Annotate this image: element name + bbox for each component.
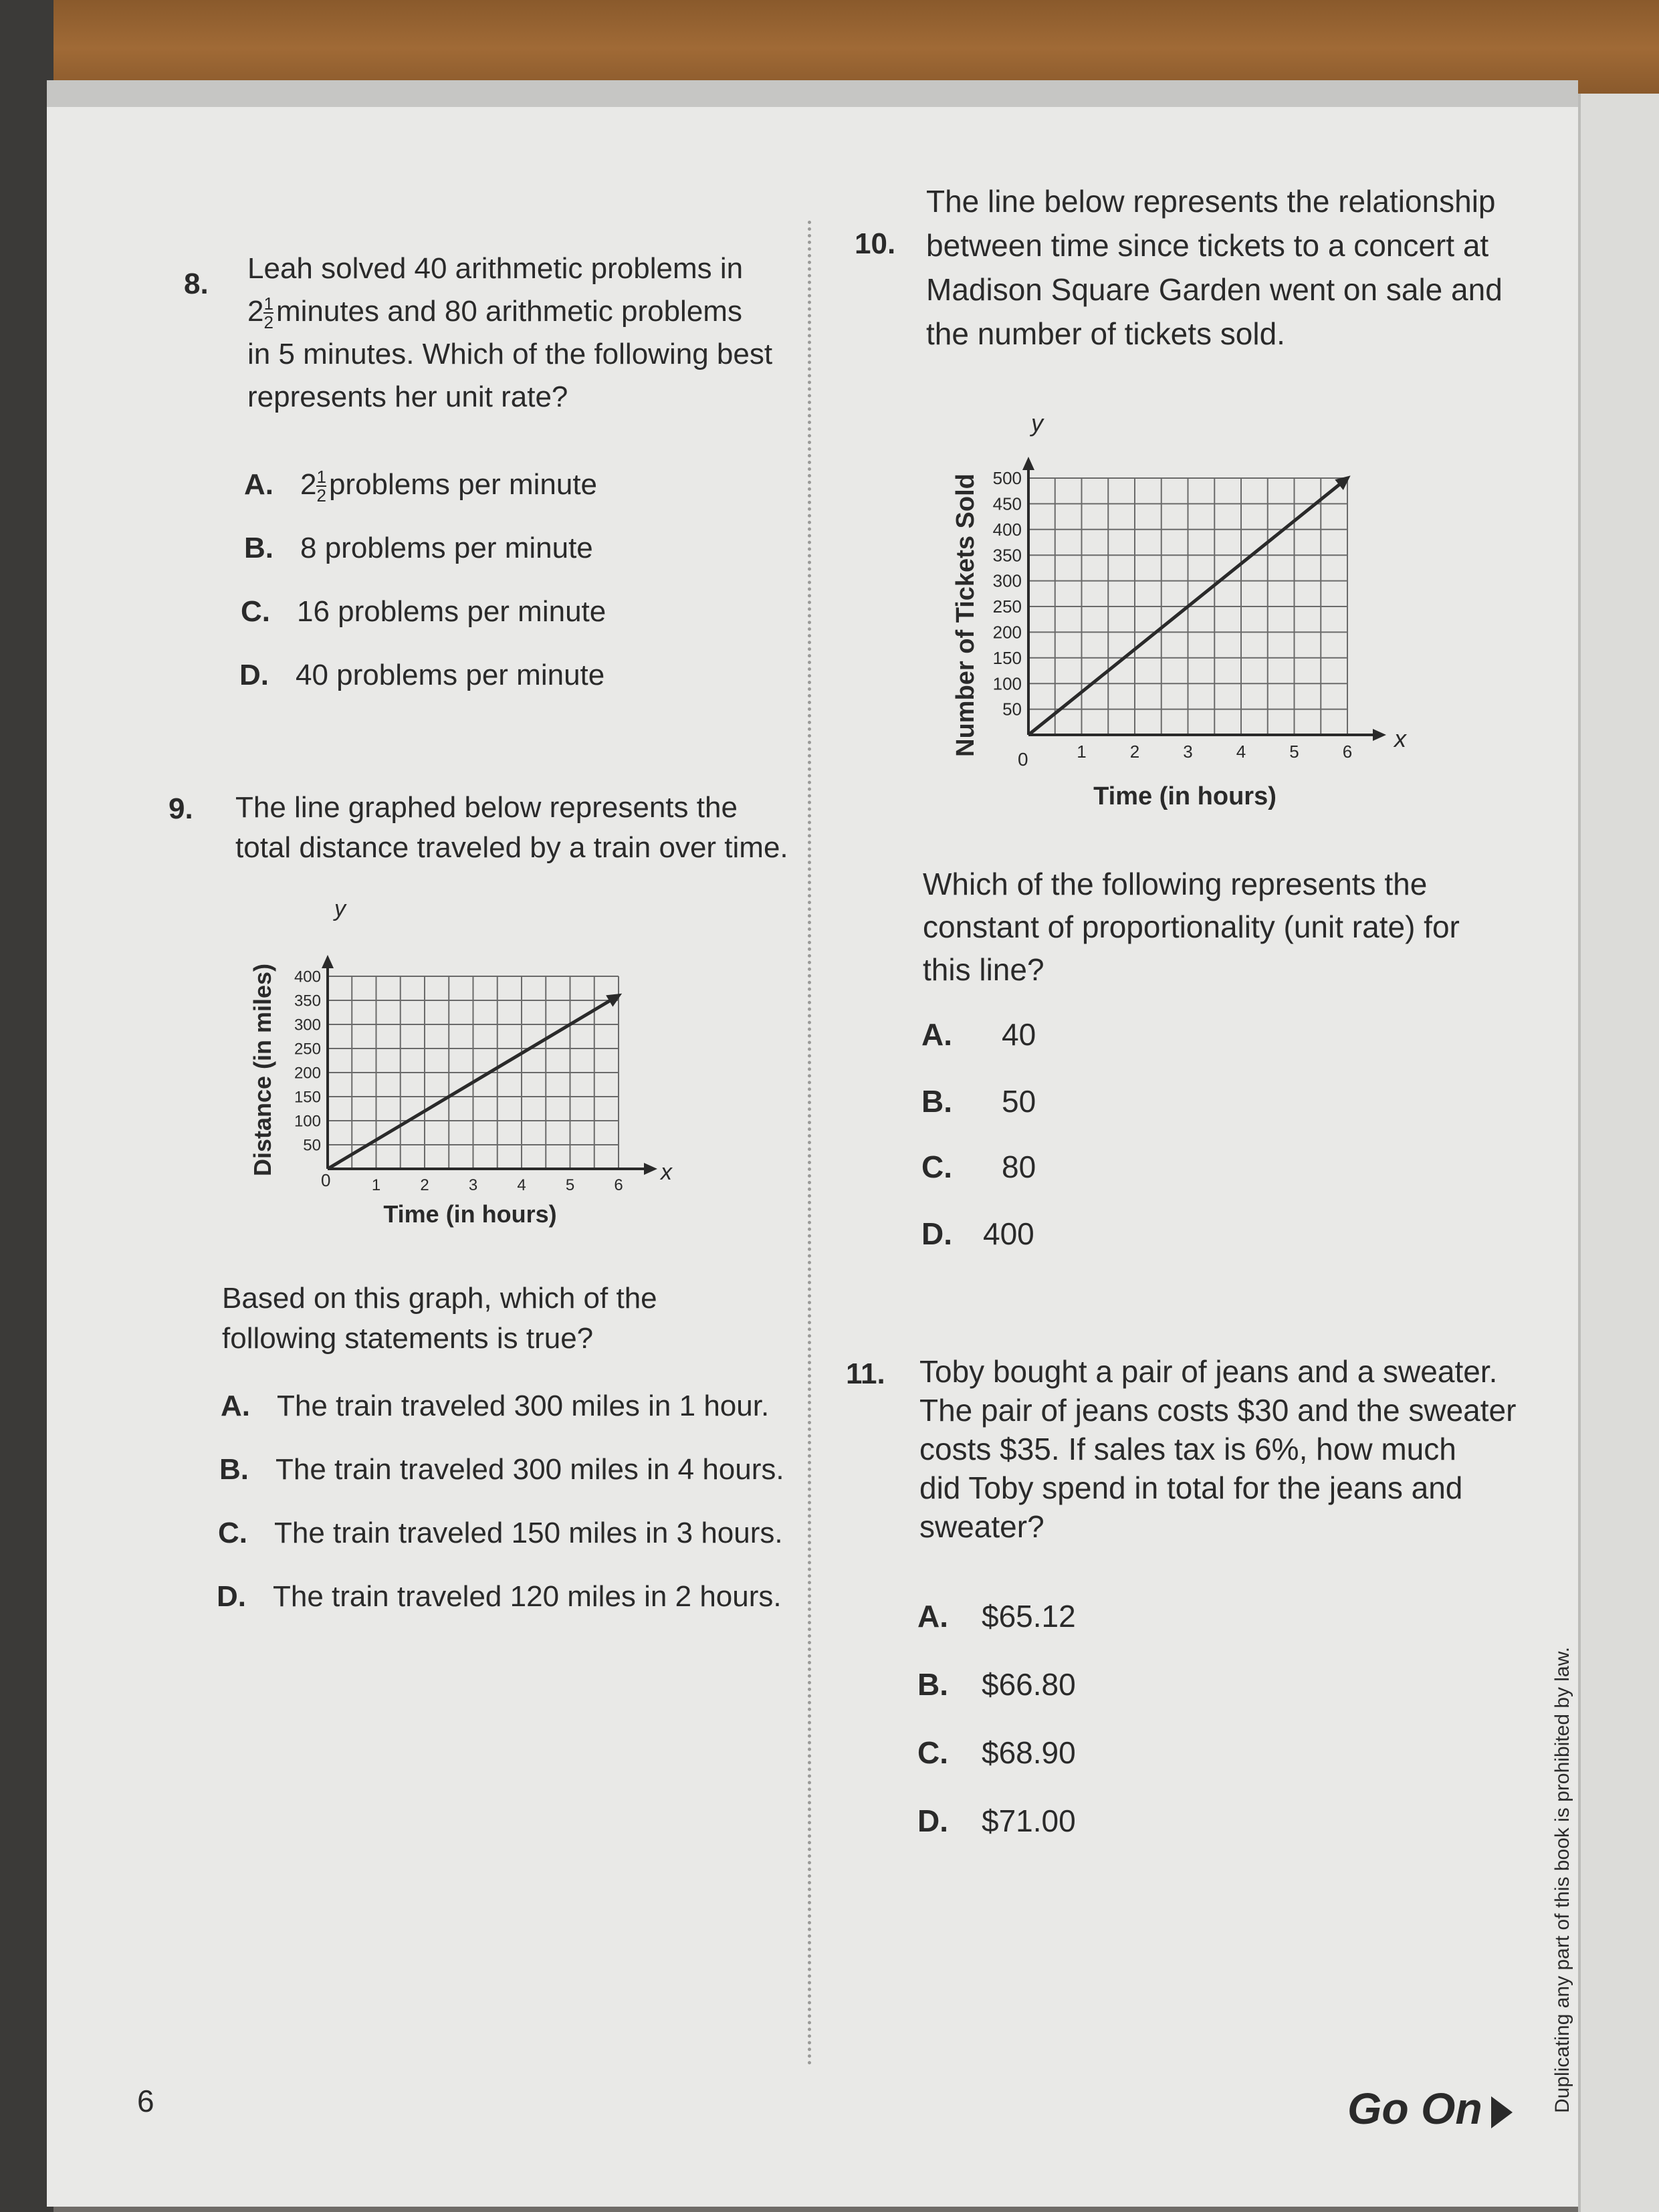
q10-y-tick-label: 200 <box>992 622 1022 643</box>
option-text: The train traveled 150 miles in 3 hours. <box>274 1517 783 1549</box>
q10-y-tick-label: 250 <box>992 596 1022 617</box>
option-letter: A. <box>244 468 273 501</box>
option-text: 80 <box>1002 1149 1036 1184</box>
option-text: 40 <box>1002 1017 1036 1052</box>
option-text: 50 <box>1002 1084 1036 1119</box>
q10-y-tick-label: 350 <box>992 545 1022 566</box>
q8-stem <box>247 247 772 419</box>
q10-option-d[interactable] <box>921 1216 1034 1252</box>
q11-line: The pair of jeans costs $30 and the sweater <box>919 1393 1517 1428</box>
q10-y-tick-label: 500 <box>992 468 1022 489</box>
q8-option-b[interactable] <box>244 532 593 565</box>
q9-y-axis-label: Distance (in miles) <box>249 963 276 1177</box>
page-number: 6 <box>137 2084 154 2118</box>
q11-line: costs $35. If sales tax is 6%, how much <box>919 1432 1456 1466</box>
q10-line: the number of tickets sold. <box>926 316 1285 351</box>
q9-x-tick-label: 2 <box>420 1176 429 1194</box>
q11-option-b[interactable] <box>917 1666 1076 1702</box>
q9-x-tick-label: 5 <box>565 1176 575 1194</box>
q10-marks <box>993 457 1386 762</box>
q9-stem <box>235 788 788 868</box>
go-on-arrow-icon <box>1491 2096 1513 2128</box>
q10-y-axis-label: Number of Tickets Sold <box>952 473 980 757</box>
q10-x-tick-label: 4 <box>1236 742 1246 762</box>
q9-y-tick-label: 300 <box>294 1016 321 1034</box>
q9-number: 9. <box>169 792 193 825</box>
q9-x-tick-label: 1 <box>371 1176 381 1194</box>
q10-x-tick-label: 2 <box>1129 742 1140 762</box>
q10-y-tick-label: 450 <box>992 493 1022 514</box>
option-text: The train traveled 300 miles in 4 hours. <box>275 1453 784 1486</box>
fraction-num: 1 <box>316 467 326 487</box>
option-text: $65.12 <box>982 1599 1076 1634</box>
q8-option-a-fraction <box>316 468 326 504</box>
q11-line: sweater? <box>919 1509 1044 1544</box>
option-letter: C. <box>218 1517 247 1549</box>
option-text: The train traveled 300 miles in 1 hour. <box>277 1390 770 1422</box>
q9-line: The line graphed below represents the <box>235 791 738 824</box>
option-letter: B. <box>921 1084 952 1119</box>
q10-y-tick-label: 300 <box>992 570 1022 591</box>
option-letter: D. <box>217 1580 246 1613</box>
q10-y-axis-arrow-icon <box>1022 457 1034 470</box>
option-text: $66.80 <box>982 1667 1076 1702</box>
q10-prompt-line: this line? <box>923 952 1044 987</box>
q9-y-axis-arrow-icon <box>322 955 334 968</box>
q9-y-tick-label: 150 <box>294 1088 321 1107</box>
q8-fraction-num: 1 <box>263 294 273 314</box>
q9-y-tick-label: 100 <box>294 1112 321 1131</box>
q9-x-tick-label: 6 <box>614 1176 623 1194</box>
q9-y-tick-label: 400 <box>294 968 321 986</box>
option-text: problems per minute <box>328 468 598 501</box>
option-text: $68.90 <box>982 1735 1076 1770</box>
q10-x-tick-label: 1 <box>1077 742 1087 762</box>
q9-y-tick-label: 200 <box>294 1064 321 1083</box>
q11-option-d[interactable] <box>917 1803 1076 1839</box>
q10-number: 10. <box>855 227 896 260</box>
option-letter: A. <box>917 1599 948 1634</box>
option-letter: D. <box>921 1216 952 1251</box>
q9-prompt <box>222 1279 657 1359</box>
q10-option-a[interactable] <box>921 1016 1036 1053</box>
q10-line: between time since tickets to a concert at <box>926 228 1489 263</box>
q9-x-axis-letter: x <box>661 1159 672 1185</box>
q10-y-tick-label: 100 <box>992 673 1022 694</box>
option-letter: C. <box>917 1735 948 1770</box>
go-on-label: Go On <box>1347 2084 1482 2133</box>
q8-option-a-whole: 2 <box>300 468 317 501</box>
q9-origin-label: 0 <box>321 1170 331 1190</box>
q9-x-tick-label: 4 <box>517 1176 526 1194</box>
q11-option-a[interactable] <box>917 1598 1076 1634</box>
option-letter: B. <box>917 1667 948 1702</box>
q9-line: total distance traveled by a train over time. <box>235 831 788 864</box>
q10-chart <box>943 411 1424 826</box>
q9-x-axis-label: Time (in hours) <box>383 1200 557 1228</box>
option-letter: D. <box>917 1803 948 1838</box>
q9-x-tick-label: 3 <box>468 1176 478 1194</box>
q8-number: 8. <box>184 267 209 300</box>
q10-origin-label: 0 <box>1018 749 1028 770</box>
option-text: 16 problems per minute <box>297 595 606 628</box>
q11-number: 11. <box>846 1357 885 1390</box>
q8-mixed-whole: 2 <box>247 295 264 328</box>
q10-prompt <box>923 863 1460 991</box>
q10-x-axis-arrow-icon <box>1373 729 1386 741</box>
q9-y-tick-label: 50 <box>303 1136 321 1155</box>
q8-line: represents her unit rate? <box>247 380 568 413</box>
q11-option-c[interactable] <box>917 1735 1076 1771</box>
q10-line: The line below represents the relationship <box>926 184 1496 219</box>
q10-y-axis-letter: y <box>1031 411 1043 437</box>
q9-option-b[interactable] <box>219 1453 784 1486</box>
option-text: 8 problems per minute <box>300 532 593 564</box>
q8-option-a[interactable] <box>244 468 597 504</box>
q9-x-axis-arrow-icon <box>644 1163 657 1175</box>
q10-y-tick-label: 400 <box>992 519 1022 540</box>
q10-prompt-line: constant of proportionality (unit rate) for <box>923 909 1460 944</box>
q8-option-c[interactable] <box>241 595 606 629</box>
fraction-den: 2 <box>316 485 326 506</box>
page-shadow <box>0 0 53 2212</box>
q10-prompt-line: Which of the following represents the <box>923 867 1428 901</box>
q9-grid <box>328 976 619 1169</box>
q10-line: Madison Square Garden went on sale and <box>926 272 1503 307</box>
q10-y-tick-label: 150 <box>992 647 1022 668</box>
option-text: 400 <box>983 1216 1034 1251</box>
q9-option-c[interactable] <box>218 1517 783 1550</box>
q10-stem <box>926 179 1503 356</box>
option-letter: C. <box>921 1149 952 1184</box>
q9-marks <box>294 955 657 1194</box>
q10-x-axis-letter: x <box>1394 725 1406 752</box>
option-text: 40 problems per minute <box>296 659 605 691</box>
q8-line <box>247 290 772 333</box>
q8-line-rest: minutes and 80 arithmetic problems <box>275 295 742 328</box>
q9-chart <box>241 896 695 1244</box>
q9-option-a[interactable] <box>221 1390 769 1423</box>
q8-fraction-den: 2 <box>263 312 273 333</box>
q9-y-axis-letter: y <box>334 896 346 921</box>
q9-option-d[interactable] <box>217 1580 782 1614</box>
q9-y-tick-label: 350 <box>294 992 321 1010</box>
q10-option-b[interactable] <box>921 1083 1036 1119</box>
option-text: $71.00 <box>982 1803 1076 1838</box>
q10-y-tick-label: 50 <box>1002 699 1022 720</box>
q8-fraction <box>263 295 273 331</box>
option-letter: A. <box>921 1017 952 1052</box>
q10-option-c[interactable] <box>921 1149 1036 1185</box>
q10-x-tick-label: 3 <box>1183 742 1193 762</box>
option-letter: B. <box>219 1453 249 1486</box>
q11-line: Toby bought a pair of jeans and a sweater. <box>919 1354 1498 1389</box>
q9-prompt-line: following statements is true? <box>222 1322 594 1355</box>
next-page-edge <box>1578 94 1659 2212</box>
column-divider <box>808 221 811 2066</box>
option-text: The train traveled 120 miles in 2 hours. <box>273 1580 782 1613</box>
q11-stem <box>919 1352 1516 1546</box>
q9-prompt-line: Based on this graph, which of the <box>222 1282 657 1315</box>
q10-x-tick-label: 6 <box>1342 742 1353 762</box>
q10-x-tick-label: 5 <box>1289 742 1299 762</box>
option-letter: A. <box>221 1390 250 1422</box>
option-letter: D. <box>239 659 269 691</box>
option-letter: C. <box>241 595 270 628</box>
q11-line: did Toby spend in total for the jeans and <box>919 1470 1463 1505</box>
q8-line: in 5 minutes. Which of the following best <box>247 338 773 370</box>
q10-x-axis-label: Time (in hours) <box>1093 782 1277 810</box>
option-letter: B. <box>244 532 273 564</box>
q8-option-d[interactable] <box>239 659 604 692</box>
q9-y-tick-label: 250 <box>294 1040 321 1059</box>
q8-line: Leah solved 40 arithmetic problems in <box>247 252 744 285</box>
copyright-notice: Duplicating any part of this book is prohibited by law. <box>1551 1646 1573 2113</box>
